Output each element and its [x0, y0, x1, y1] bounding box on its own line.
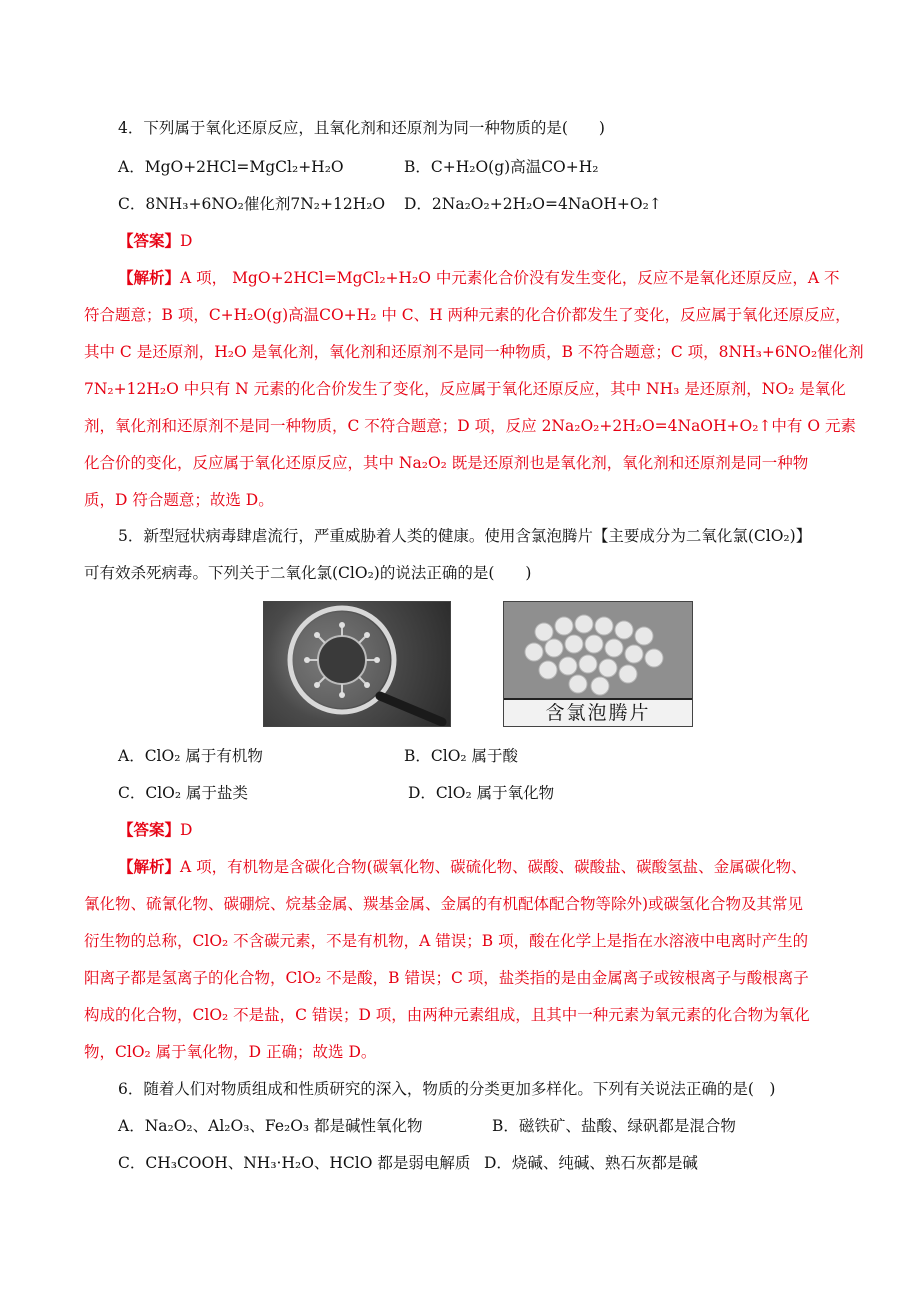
- q5-analysis-text-1: A 项，有机物是含碳化合物(碳氧化物、碳硫化物、碳酸、碳酸盐、碳酸氢盐、金属碳化物、: [180, 858, 807, 876]
- q5-stem-line-2: 可有效杀死病毒。下列关于二氧化氯(ClO₂)的说法正确的是( ): [84, 564, 532, 582]
- q4-analysis-label: 【解析】: [118, 268, 181, 287]
- magnifier-handle: [380, 696, 442, 722]
- q5-answer-value: D: [180, 821, 193, 839]
- effervescent-tablet-image: [503, 601, 693, 727]
- q6-option-b: B．磁铁矿、盐酸、绿矾都是混合物: [492, 1117, 736, 1135]
- q5-analysis-line-5: 构成的化合物，ClO₂ 不是盐，C 错误；D 项，由两种元素组成，且其中一种元素为氧元素的化合物为氧化: [84, 1006, 810, 1024]
- q4-analysis-line-5: 剂，氧化剂和还原剂不是同一种物质，C 不符合题意；D 项，反应 2Na₂O₂+2H₂O=4NaOH+O₂↑中有 O 元素: [84, 417, 856, 435]
- q5-option-a: A．ClO₂ 属于有机物: [118, 747, 263, 765]
- q5-answer: [118, 820, 878, 840]
- q4-analysis-text-1: A 项， MgO+2HCl=MgCl₂+H₂O 中元素化合价没有发生变化，反应不是氧化还原反应，A 不: [180, 269, 840, 287]
- q4-analysis-line-4: 7N₂+12H₂O 中只有 N 元素的化合价发生了变化，反应属于氧化还原反应，其中 NH₃ 是还原剂，NO₂ 是氧化: [84, 380, 846, 398]
- q5-analysis-line-6: 物，ClO₂ 属于氧化物，D 正确；故选 D。: [84, 1043, 377, 1061]
- q4-option-d: D．2Na₂O₂+2H₂O=4NaOH+O₂↑: [404, 195, 662, 213]
- q4-analysis-line-1: [118, 268, 878, 288]
- q4-answer-value: D: [180, 232, 193, 250]
- virus-magnifier-image: [263, 601, 451, 727]
- q4-option-b: B．C+H₂O(g)高温CO+H₂: [404, 158, 599, 176]
- q5-answer-label: 【答案】: [118, 820, 181, 839]
- q5-analysis-line-3: 衍生物的总称，ClO₂ 不含碳元素，不是有机物，A 错误；B 项，酸在化学上是指在水溶液中电离时产生的: [84, 932, 809, 950]
- tablet-image-caption: 含氯泡腾片: [504, 698, 692, 726]
- q4-analysis-line-3: 其中 C 是还原剂，H₂O 是氧化剂，氧化剂和还原剂不是同一种物质，B 不符合题意；C 项，8NH₃+6NO₂催化剂: [84, 343, 864, 361]
- q4-stem: 4．下列属于氧化还原反应，且氧化剂和还原剂为同一种物质的是( ): [118, 119, 605, 137]
- q4-option-a: A．MgO+2HCl=MgCl₂+H₂O: [118, 158, 344, 176]
- q5-option-d: D．ClO₂ 属于氧化物: [408, 784, 555, 802]
- q4-answer: [118, 231, 878, 251]
- q4-analysis-line-7: 质，D 符合题意；故选 D。: [84, 491, 274, 509]
- q6-option-d: D．烧碱、纯碱、熟石灰都是碱: [484, 1154, 698, 1172]
- q5-analysis-line-2: 氰化物、硫氰化物、碳硼烷、烷基金属、羰基金属、金属的有机配体配合物等除外)或碳氢化合物及其常见: [84, 895, 804, 913]
- q5-analysis-line-1: [118, 857, 878, 877]
- virus-illustration: [264, 602, 450, 726]
- q5-analysis-line-4: 阳离子都是氢离子的化合物，ClO₂ 不是酸，B 错误；C 项，盐类指的是由金属离子或铵根离子与酸根离子: [84, 969, 809, 987]
- q5-analysis-label: 【解析】: [118, 857, 181, 876]
- q5-option-c: C．ClO₂ 属于盐类: [118, 784, 249, 802]
- virus-body: [318, 636, 366, 684]
- q5-stem-line-1: 5．新型冠状病毒肆虐流行，严重威胁着人类的健康。使用含氯泡腾片【主要成分为二氧化氯(ClO₂)】: [118, 527, 812, 545]
- tablets-illustration: [504, 602, 692, 700]
- q5-option-b: B．ClO₂ 属于酸: [404, 747, 519, 765]
- q4-analysis-line-6: 化合价的变化，反应属于氧化还原反应，其中 Na₂O₂ 既是还原剂也是氧化剂，氧化剂和还原剂是同一种物: [84, 454, 809, 472]
- q6-stem: 6．随着人们对物质组成和性质研究的深入，物质的分类更加多样化。下列有关说法正确的是( ): [118, 1080, 776, 1098]
- q6-option-c: C．CH₃COOH、NH₃·H₂O、HClO 都是弱电解质: [118, 1154, 471, 1172]
- q6-option-a: A．Na₂O₂、Al₂O₃、Fe₂O₃ 都是碱性氧化物: [118, 1117, 423, 1135]
- q4-answer-label: 【答案】: [118, 231, 181, 250]
- q4-option-c: C．8NH₃+6NO₂催化剂7N₂+12H₂O: [118, 195, 386, 213]
- q4-analysis-line-2: 符合题意；B 项，C+H₂O(g)高温CO+H₂ 中 C、H 两种元素的化合价都发生了变化，反应属于氧化还原反应，: [84, 306, 851, 324]
